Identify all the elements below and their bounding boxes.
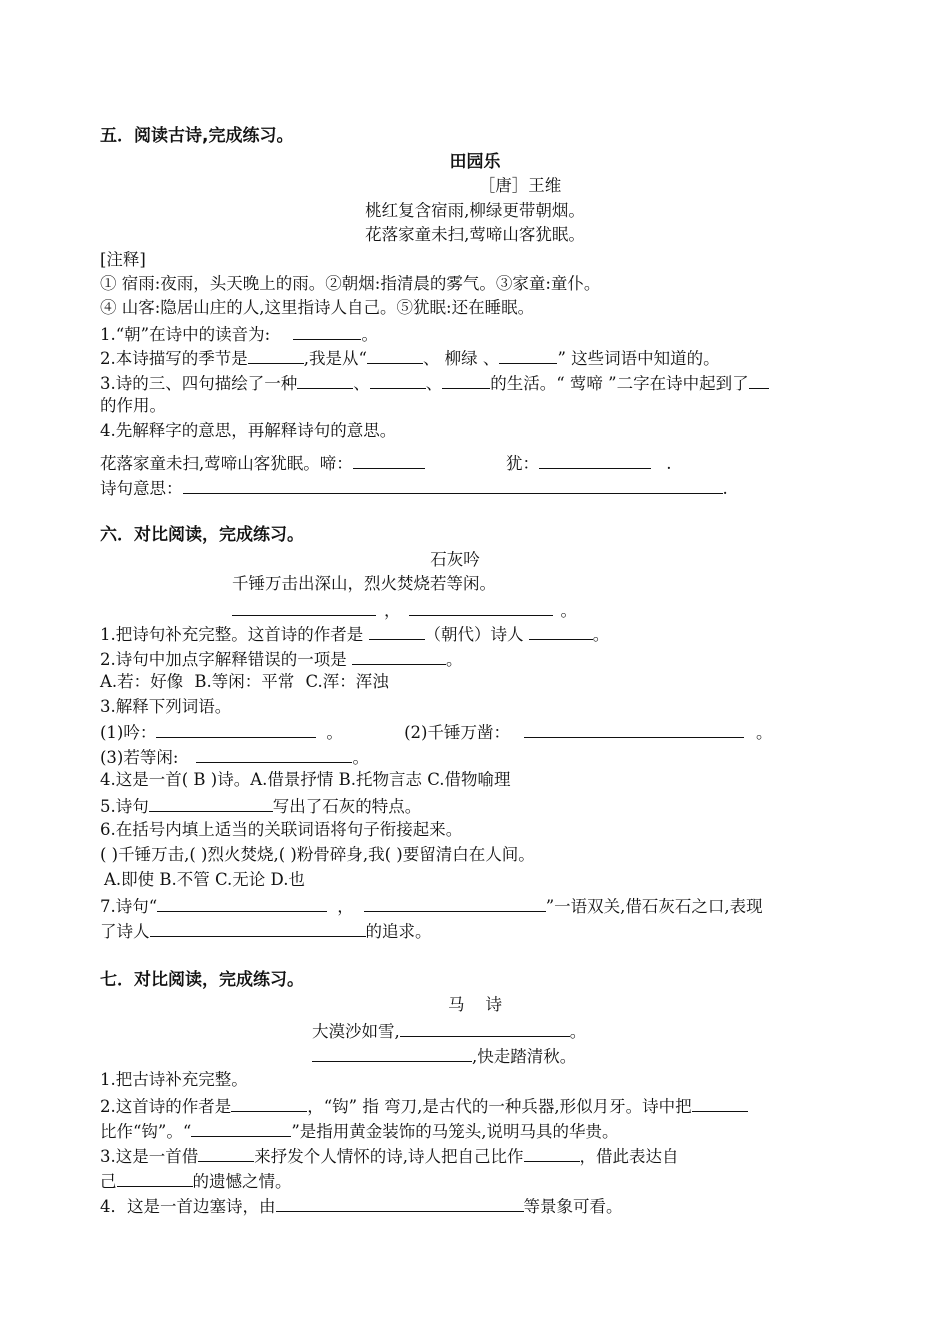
answer-blank[interactable] [442, 370, 490, 389]
section5-poem-author: ［唐］王维 [478, 176, 562, 195]
answer-blank[interactable] [198, 1143, 254, 1162]
section5-note2: ④ 山客:隐居山庄的人,这里指诗人自己。⑤犹眠:还在睡眠。 [100, 298, 535, 317]
answer-blank[interactable] [370, 370, 426, 389]
answer-blank[interactable] [749, 370, 769, 389]
section6-question3-items: (1)吟： 。 (2)千锤万凿： 。 [100, 719, 773, 745]
section6-question7-cont: 了诗人 的追求。 [100, 918, 432, 944]
section6-question5: 5.诗句 写出了石灰的特点。 [100, 793, 421, 819]
answer-blank[interactable] [364, 893, 546, 912]
section6-heading: 六．对比阅读，完成练习。 [100, 525, 304, 545]
answer-blank[interactable] [150, 918, 366, 937]
answer-blank[interactable] [232, 597, 376, 616]
answer-blank[interactable] [276, 1193, 524, 1212]
section5-question3: 3.诗的三、四句描绘了一种 、 、 的生活。“ 莺啼 ”二字在诗中起到了 [100, 370, 769, 396]
section5-poem-title: 田园乐 [449, 152, 501, 172]
section5-poem-line2: 花落家童未扫,莺啼山客犹眠。 [365, 225, 585, 244]
section6-question6: 6.在括号内填上适当的关联词语将句子衔接起来。 [100, 820, 463, 839]
answer-blank[interactable] [529, 621, 593, 640]
answer-blank[interactable] [400, 1018, 570, 1037]
section6-question2: 2.诗句中加点字解释错误的一项是 。 [100, 646, 463, 672]
answer-blank[interactable] [183, 475, 723, 494]
section6-poem-line1: 千锤万击出深山，烈火焚烧若等闲。 [232, 574, 496, 593]
answer-blank[interactable] [149, 793, 273, 812]
section5-question2: 2.本诗描写的季节是 ,我是从“ 、 柳绿 、 ” 这些词语中知道的。 [100, 345, 720, 371]
section7-poem-line2: ,快走踏清秋。 [312, 1043, 576, 1069]
answer-blank[interactable] [297, 370, 353, 389]
answer-blank[interactable] [539, 450, 651, 469]
section5-poem-line1: 桃红复含宿雨,柳绿更带朝烟。 [365, 201, 585, 220]
section7-poem-line1: 大漠沙如雪, 。 [312, 1018, 586, 1044]
section5-question1: 1.“朝”在诗中的读音为: 。 [100, 321, 378, 347]
section6-poem-line2: ， 。 [232, 597, 577, 623]
answer-blank[interactable] [369, 621, 425, 640]
answer-blank[interactable] [156, 719, 316, 738]
answer-blank[interactable] [196, 744, 352, 763]
section6-poem-title: 石灰吟 [430, 550, 480, 569]
answer-blank[interactable] [352, 646, 446, 665]
section7-poem-title: 马 诗 [448, 995, 502, 1014]
answer-blank[interactable] [692, 1093, 748, 1112]
section7-question1: 1.把古诗补充完整。 [100, 1070, 248, 1089]
section7-question3: 3.这是一首借 来抒发个人情怀的诗,诗人把自己比作 ，借此表达自 [100, 1143, 679, 1169]
answer-blank[interactable] [409, 597, 553, 616]
section7-heading: 七．对比阅读，完成练习。 [100, 970, 304, 990]
answer-blank[interactable] [191, 1118, 291, 1137]
answer-blank[interactable] [157, 893, 327, 912]
section5-question4-meaning: 诗句意思： . [100, 475, 728, 501]
section6-question3-item3: (3)若等闲: 。 [100, 744, 369, 770]
answer-blank[interactable] [499, 345, 557, 364]
section6-question6-line: ( )千锤万击,( )烈火焚烧,( )粉骨碎身,我( )要留清白在人间。 [100, 845, 535, 864]
answer-blank[interactable] [231, 1093, 307, 1112]
section6-question4: 4.这是一首( B )诗。A.借景抒情 B.托物言志 C.借物喻理 [100, 770, 511, 789]
section5-heading: 五．阅读古诗,完成练习。 [100, 126, 294, 146]
section6-question1: 1.把诗句补充完整。这首诗的作者是 （朝代）诗人 。 [100, 621, 609, 647]
section5-question4: 4.先解释字的意思，再解释诗句的意思。 [100, 421, 397, 440]
answer-blank[interactable] [117, 1168, 193, 1187]
answer-blank[interactable] [367, 345, 423, 364]
section7-question2-cont: 比作“钩”。“ ”是指用黄金装饰的马笼头,说明马具的华贵。 [100, 1118, 619, 1144]
answer-blank[interactable] [293, 321, 361, 340]
answer-blank[interactable] [353, 450, 425, 469]
answer-blank[interactable] [524, 719, 744, 738]
answer-blank[interactable] [248, 345, 304, 364]
section7-question3-cont: 己 的遗憾之情。 [100, 1168, 292, 1194]
section6-question3: 3.解释下列词语。 [100, 697, 232, 716]
section5-question3-cont: 的作用。 [100, 396, 166, 415]
section6-question2-options: A.若：好像 B.等闲：平常 C.浑：浑浊 [100, 672, 389, 691]
section6-question7: 7.诗句“ ， ”一语双关,借石灰石之口,表现 [100, 893, 763, 919]
section6-question6-options: A.即使 B.不管 C.无论 D.也 [104, 870, 305, 889]
section5-question4-words: 花落家童未扫,莺啼山客犹眠。啼： 犹： . [100, 450, 672, 476]
answer-blank[interactable] [524, 1143, 580, 1162]
answer-blank[interactable] [312, 1043, 472, 1062]
section5-note1: ① 宿雨:夜雨，头天晚上的雨。②朝烟:指清晨的雾气。③家童:童仆。 [100, 274, 601, 293]
section5-notes-label: [注释] [100, 250, 146, 269]
section7-question4: 4．这是一首边塞诗，由 等景象可看。 [100, 1193, 623, 1219]
section7-question2: 2.这首诗的作者是 ，“钩” 指 弯刀,是古代的一种兵器,形似月牙。诗中把 [100, 1093, 748, 1119]
